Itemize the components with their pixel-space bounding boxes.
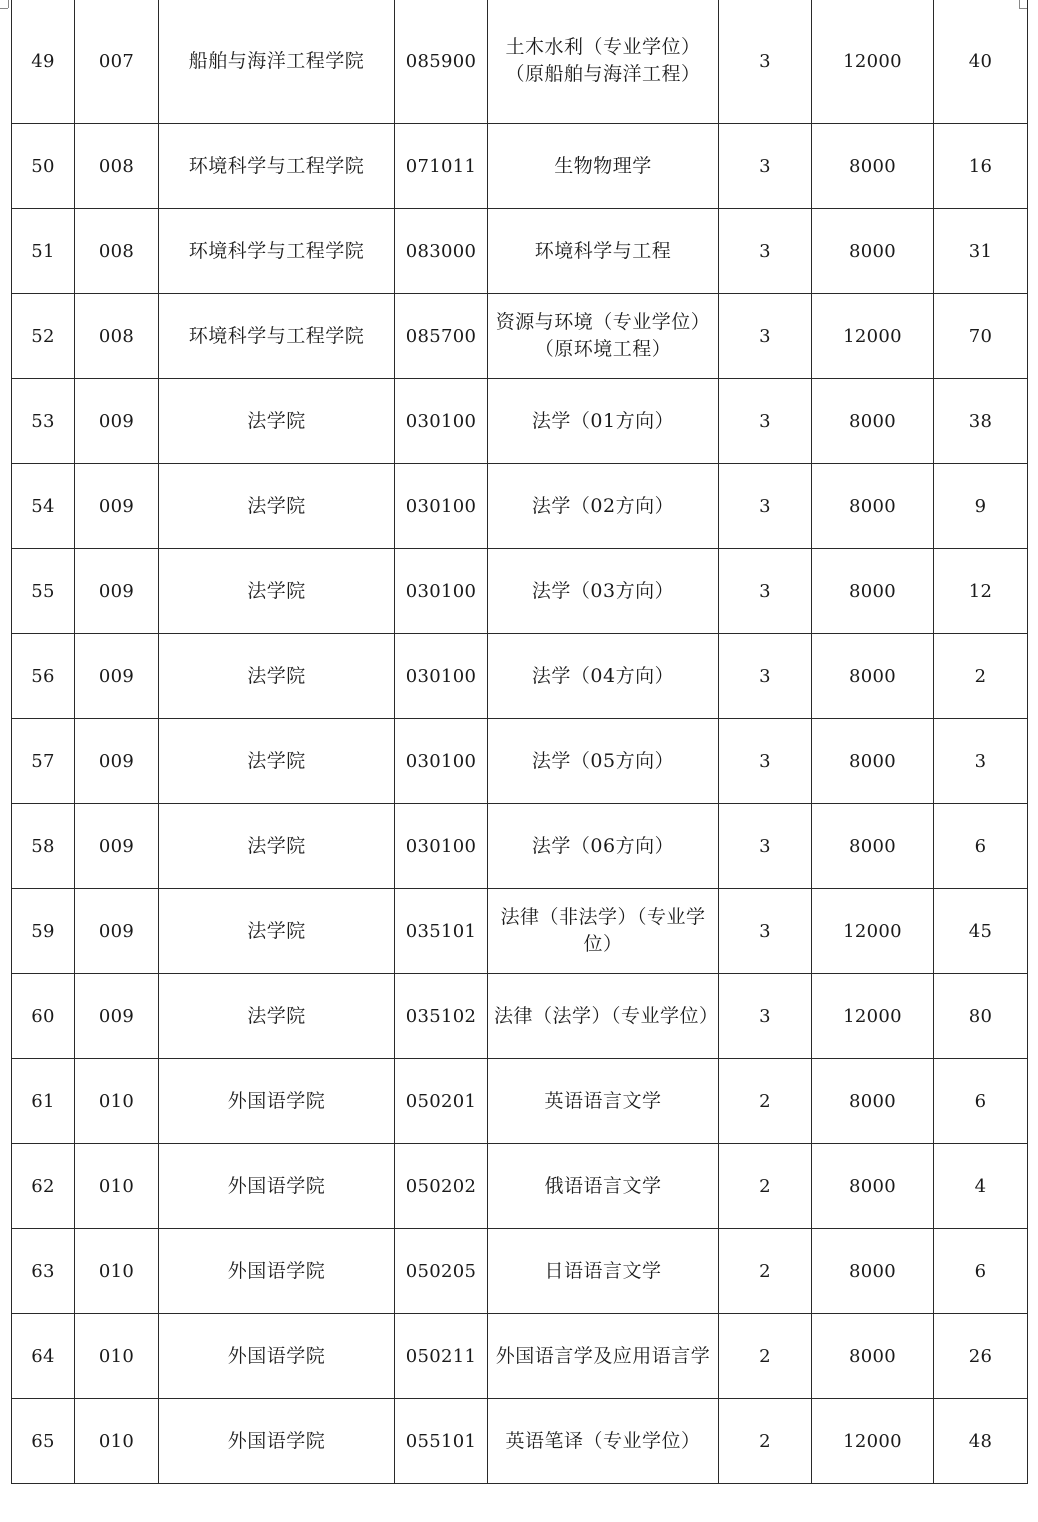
table-row xyxy=(12,1144,1028,1229)
college-code-cell: 008 xyxy=(75,294,159,379)
table-row xyxy=(12,1229,1028,1314)
years-cell: 3 xyxy=(719,0,812,124)
quota-cell: 2 xyxy=(934,634,1028,719)
major-cell: 生物物理学 xyxy=(488,124,719,209)
college-cell: 法学院 xyxy=(159,889,395,974)
college-code-cell: 009 xyxy=(75,804,159,889)
years-cell: 2 xyxy=(719,1059,812,1144)
tuition-cell: 8000 xyxy=(812,549,934,634)
college-cell: 法学院 xyxy=(159,379,395,464)
years-cell: 3 xyxy=(719,464,812,549)
college-cell: 外国语学院 xyxy=(159,1144,395,1229)
college-cell: 法学院 xyxy=(159,974,395,1059)
college-code-cell: 009 xyxy=(75,974,159,1059)
major-cell: 法学（02方向） xyxy=(488,464,719,549)
tuition-cell: 8000 xyxy=(812,464,934,549)
college-code-cell: 008 xyxy=(75,209,159,294)
table-row xyxy=(12,209,1028,294)
tuition-cell: 8000 xyxy=(812,719,934,804)
seq-cell: 61 xyxy=(12,1059,75,1144)
table-row xyxy=(12,1399,1028,1484)
major-code-cell: 055101 xyxy=(395,1399,488,1484)
years-cell: 3 xyxy=(719,974,812,1059)
seq-cell: 53 xyxy=(12,379,75,464)
years-cell: 2 xyxy=(719,1399,812,1484)
table-row xyxy=(12,1059,1028,1144)
major-cell: 法学（06方向） xyxy=(488,804,719,889)
college-code-cell: 010 xyxy=(75,1399,159,1484)
seq-cell: 59 xyxy=(12,889,75,974)
years-cell: 3 xyxy=(719,634,812,719)
seq-cell: 63 xyxy=(12,1229,75,1314)
years-cell: 3 xyxy=(719,719,812,804)
major-code-cell: 030100 xyxy=(395,804,488,889)
college-code-cell: 009 xyxy=(75,634,159,719)
major-cell: 法律（法学）（专业学位） xyxy=(488,974,719,1059)
college-cell: 外国语学院 xyxy=(159,1314,395,1399)
college-code-cell: 009 xyxy=(75,719,159,804)
quota-cell: 4 xyxy=(934,1144,1028,1229)
enrollment-table xyxy=(11,0,1028,1484)
seq-cell: 60 xyxy=(12,974,75,1059)
table-row xyxy=(12,1314,1028,1399)
quota-cell: 70 xyxy=(934,294,1028,379)
major-cell: 俄语语言文学 xyxy=(488,1144,719,1229)
major-code-cell: 085900 xyxy=(395,0,488,124)
college-cell: 法学院 xyxy=(159,464,395,549)
quota-cell: 31 xyxy=(934,209,1028,294)
quota-cell: 40 xyxy=(934,0,1028,124)
major-code-cell: 030100 xyxy=(395,549,488,634)
table-row xyxy=(12,124,1028,209)
major-cell: 外国语言学及应用语言学 xyxy=(488,1314,719,1399)
seq-cell: 51 xyxy=(12,209,75,294)
years-cell: 2 xyxy=(719,1144,812,1229)
college-code-cell: 009 xyxy=(75,889,159,974)
tuition-cell: 8000 xyxy=(812,209,934,294)
seq-cell: 52 xyxy=(12,294,75,379)
major-code-cell: 030100 xyxy=(395,379,488,464)
seq-cell: 50 xyxy=(12,124,75,209)
tuition-cell: 12000 xyxy=(812,889,934,974)
quota-cell: 38 xyxy=(934,379,1028,464)
quota-cell: 9 xyxy=(934,464,1028,549)
years-cell: 3 xyxy=(719,379,812,464)
college-code-cell: 007 xyxy=(75,0,159,124)
years-cell: 3 xyxy=(719,804,812,889)
college-code-cell: 009 xyxy=(75,379,159,464)
college-code-cell: 010 xyxy=(75,1144,159,1229)
major-cell: 日语语言文学 xyxy=(488,1229,719,1314)
seq-cell: 58 xyxy=(12,804,75,889)
tuition-cell: 8000 xyxy=(812,1144,934,1229)
college-cell: 船舶与海洋工程学院 xyxy=(159,0,395,124)
major-code-cell: 085700 xyxy=(395,294,488,379)
quota-cell: 12 xyxy=(934,549,1028,634)
years-cell: 3 xyxy=(719,889,812,974)
major-code-cell: 050211 xyxy=(395,1314,488,1399)
table-row xyxy=(12,634,1028,719)
tuition-cell: 12000 xyxy=(812,0,934,124)
table-row xyxy=(12,294,1028,379)
college-cell: 法学院 xyxy=(159,549,395,634)
college-cell: 法学院 xyxy=(159,634,395,719)
years-cell: 3 xyxy=(719,209,812,294)
seq-cell: 49 xyxy=(12,0,75,124)
quota-cell: 80 xyxy=(934,974,1028,1059)
quota-cell: 16 xyxy=(934,124,1028,209)
seq-cell: 56 xyxy=(12,634,75,719)
seq-cell: 55 xyxy=(12,549,75,634)
college-cell: 环境科学与工程学院 xyxy=(159,124,395,209)
major-cell: 环境科学与工程 xyxy=(488,209,719,294)
college-cell: 环境科学与工程学院 xyxy=(159,209,395,294)
seq-cell: 57 xyxy=(12,719,75,804)
major-cell: 资源与环境（专业学位）（原环境工程） xyxy=(488,294,719,379)
major-cell: 法律（非法学）（专业学位） xyxy=(488,889,719,974)
college-code-cell: 010 xyxy=(75,1229,159,1314)
major-code-cell: 030100 xyxy=(395,634,488,719)
major-cell: 法学（03方向） xyxy=(488,549,719,634)
major-cell: 法学（04方向） xyxy=(488,634,719,719)
table-row xyxy=(12,0,1028,124)
major-cell: 英语笔译（专业学位） xyxy=(488,1399,719,1484)
major-code-cell: 050205 xyxy=(395,1229,488,1314)
tuition-cell: 8000 xyxy=(812,1229,934,1314)
quota-cell: 26 xyxy=(934,1314,1028,1399)
college-cell: 外国语学院 xyxy=(159,1229,395,1314)
table-row xyxy=(12,804,1028,889)
tuition-cell: 12000 xyxy=(812,294,934,379)
college-cell: 法学院 xyxy=(159,719,395,804)
quota-cell: 6 xyxy=(934,1059,1028,1144)
years-cell: 2 xyxy=(719,1229,812,1314)
crop-mark-left-h xyxy=(0,8,8,9)
major-code-cell: 035101 xyxy=(395,889,488,974)
college-cell: 法学院 xyxy=(159,804,395,889)
table-row xyxy=(12,549,1028,634)
quota-cell: 6 xyxy=(934,804,1028,889)
tuition-cell: 8000 xyxy=(812,124,934,209)
tuition-cell: 8000 xyxy=(812,804,934,889)
college-cell: 外国语学院 xyxy=(159,1059,395,1144)
major-code-cell: 083000 xyxy=(395,209,488,294)
seq-cell: 64 xyxy=(12,1314,75,1399)
college-code-cell: 008 xyxy=(75,124,159,209)
major-code-cell: 050202 xyxy=(395,1144,488,1229)
tuition-cell: 8000 xyxy=(812,1314,934,1399)
table-body xyxy=(12,0,1028,1484)
seq-cell: 62 xyxy=(12,1144,75,1229)
major-code-cell: 050201 xyxy=(395,1059,488,1144)
tuition-cell: 8000 xyxy=(812,634,934,719)
quota-cell: 45 xyxy=(934,889,1028,974)
quota-cell: 6 xyxy=(934,1229,1028,1314)
college-code-cell: 010 xyxy=(75,1059,159,1144)
tuition-cell: 12000 xyxy=(812,1399,934,1484)
college-cell: 外国语学院 xyxy=(159,1399,395,1484)
college-code-cell: 009 xyxy=(75,549,159,634)
seq-cell: 65 xyxy=(12,1399,75,1484)
tuition-cell: 8000 xyxy=(812,1059,934,1144)
years-cell: 3 xyxy=(719,549,812,634)
major-cell: 法学（05方向） xyxy=(488,719,719,804)
years-cell: 3 xyxy=(719,294,812,379)
tuition-cell: 12000 xyxy=(812,974,934,1059)
major-code-cell: 030100 xyxy=(395,719,488,804)
college-code-cell: 009 xyxy=(75,464,159,549)
major-cell: 英语语言文学 xyxy=(488,1059,719,1144)
college-cell: 环境科学与工程学院 xyxy=(159,294,395,379)
college-code-cell: 010 xyxy=(75,1314,159,1399)
crop-mark-left xyxy=(8,0,9,8)
table-row xyxy=(12,464,1028,549)
major-cell: 土木水利（专业学位）（原船舶与海洋工程） xyxy=(488,0,719,124)
seq-cell: 54 xyxy=(12,464,75,549)
major-code-cell: 071011 xyxy=(395,124,488,209)
tuition-cell: 8000 xyxy=(812,379,934,464)
years-cell: 2 xyxy=(719,1314,812,1399)
major-code-cell: 030100 xyxy=(395,464,488,549)
table-row xyxy=(12,719,1028,804)
quota-cell: 3 xyxy=(934,719,1028,804)
table-row xyxy=(12,889,1028,974)
major-cell: 法学（01方向） xyxy=(488,379,719,464)
quota-cell: 48 xyxy=(934,1399,1028,1484)
major-code-cell: 035102 xyxy=(395,974,488,1059)
table-row xyxy=(12,379,1028,464)
table-row xyxy=(12,974,1028,1059)
years-cell: 3 xyxy=(719,124,812,209)
